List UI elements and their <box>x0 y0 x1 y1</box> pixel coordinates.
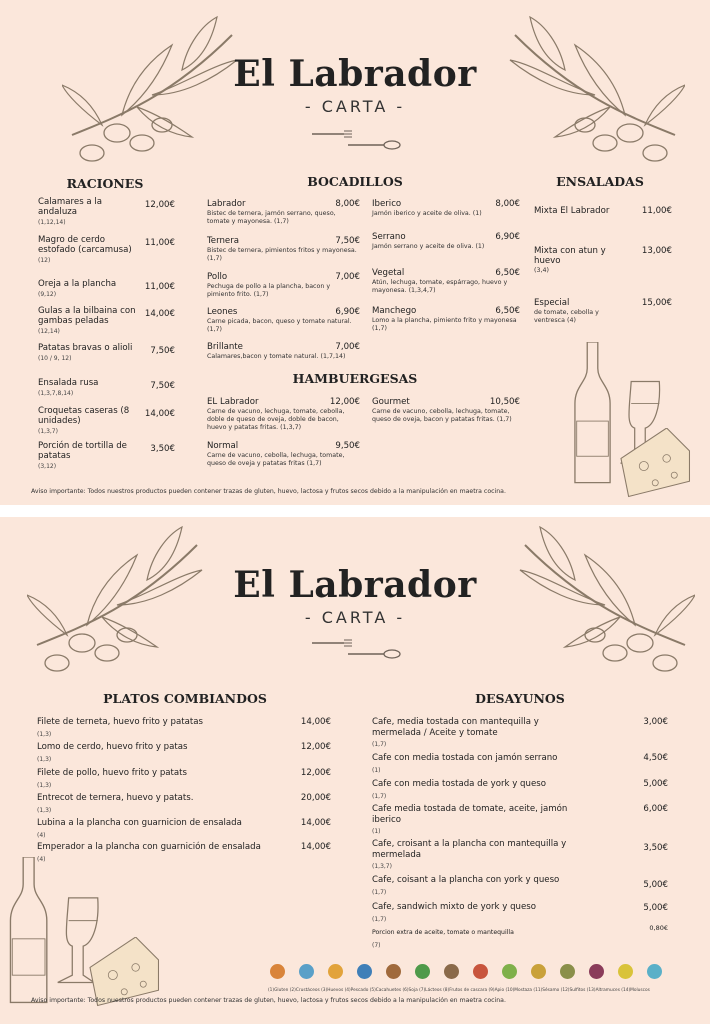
item-price: 20,00€ <box>300 793 331 803</box>
item-allergens: (1,7) <box>372 915 387 923</box>
item-price: 14,00€ <box>144 409 175 419</box>
allergen-icon <box>560 964 575 979</box>
raciones-item <box>38 441 138 472</box>
allergen-notice: Aviso importante: Todos nuestros productos pueden contener trazas de gluten, huevo, lactosa y frutos secos debido a la manipulación en maetra cocina. <box>31 488 506 495</box>
item-allergens: (1,3,7) <box>38 428 58 435</box>
item-description: Lomo a la plancha, pimiento frito y mayonesa (1,7) <box>372 317 517 332</box>
item-description: Atún, lechuga, tomate, espárrago, huevo y mayonesa. (1,3,4,7) <box>372 279 508 294</box>
item-name: Ensalada rusa <box>38 378 99 388</box>
item-price: 7,00€ <box>335 272 360 282</box>
item-description: Carne de vacuno, cebolla, lechuga, tomate, queso de oveja y patatas fritas (1,7) <box>207 452 345 467</box>
item-name: Brillante <box>207 342 243 352</box>
raciones-item <box>38 306 138 337</box>
menu-subtitle: - CARTA - <box>304 97 406 116</box>
item-allergens: (1,3) <box>37 806 52 814</box>
item-price: 14,00€ <box>300 818 331 828</box>
desayuno-item <box>372 839 587 873</box>
allergen-icon <box>647 964 662 979</box>
raciones-item <box>38 279 138 300</box>
raciones-item <box>38 406 138 437</box>
allergen-icon <box>386 964 401 979</box>
item-price: 13,00€ <box>641 246 672 256</box>
allergen-icon <box>618 964 633 979</box>
platos-combinados-title: PLATOS COMBIANDOS <box>103 691 267 706</box>
item-allergens: (12,14) <box>38 328 60 335</box>
allergen-icon <box>502 964 517 979</box>
item-allergens: (1) <box>372 828 381 835</box>
item-allergens: (10 / 9, 12) <box>38 355 72 362</box>
allergen-icon <box>531 964 546 979</box>
hamburguesas-title: HAMBUERGESAS <box>292 371 418 386</box>
item-description: Carne de vacuno, cebolla, lechuga, tomate, queso de oveja, bacon y patatas fritas. (1,7) <box>372 408 512 423</box>
restaurant-title: El Labrador <box>233 53 477 95</box>
item-name: Labrador <box>207 199 246 209</box>
item-allergens: (3,12) <box>38 463 57 470</box>
menu-page-1 <box>0 0 710 505</box>
raciones-item <box>38 378 138 399</box>
desayuno-item <box>372 804 587 838</box>
item-description: Carne picada, bacon, queso y tomate natural. (1,7) <box>207 318 352 333</box>
item-price: 5,00€ <box>643 779 668 789</box>
item-allergens: (1,7) <box>372 888 387 896</box>
item-price: 14,00€ <box>300 717 331 727</box>
item-name: Croquetas caseras (8 unidades) <box>38 406 130 426</box>
item-price: 4,50€ <box>643 753 668 763</box>
item-name: EL Labrador <box>207 397 259 407</box>
item-name: Cafe con media tostada de york y queso <box>372 779 546 789</box>
desayuno-item <box>372 928 587 951</box>
item-allergens: de tomate, cebolla y ventresca (4) <box>534 309 599 324</box>
item-name: Leones <box>207 307 238 317</box>
item-name: Emperador a la plancha con guarnición de ensalada <box>37 842 261 852</box>
item-description: Carne de vacuno, lechuga, tomate, cebolla, doble de queso de oveja, doble de bacon, huevo y patatas fritas. (1,3,7) <box>207 408 345 431</box>
item-description: Calamares,bacon y tomate natural. (1,7,14) <box>207 353 346 360</box>
ensaladas-title: ENSALADAS <box>556 174 644 189</box>
item-name: Gulas a la bilbaina con gambas peladas <box>38 306 136 326</box>
desayuno-item <box>372 875 587 898</box>
item-description: Bistec de ternera, pimientos fritos y mayonesa. (1,7) <box>207 247 357 262</box>
item-price: 7,50€ <box>150 381 175 391</box>
item-description: Pechuga de pollo a la plancha, bacon y pimiento frito. (1,7) <box>207 283 331 298</box>
desayuno-item <box>372 753 587 776</box>
item-name: Serrano <box>372 232 406 242</box>
item-allergens: (1) <box>372 766 381 774</box>
item-price: 12,00€ <box>144 200 175 210</box>
raciones-item <box>38 343 138 364</box>
raciones-item <box>38 197 138 228</box>
item-price: 11,00€ <box>144 282 175 292</box>
item-price: 12,00€ <box>329 397 360 407</box>
desayuno-item <box>372 717 587 751</box>
item-price: 7,50€ <box>150 346 175 356</box>
item-price: 11,00€ <box>641 206 672 216</box>
item-price: 6,50€ <box>495 306 520 316</box>
item-name: Cafe, croisant a la plancha con mantequilla y mermelada <box>372 839 567 860</box>
item-name: Mixta El Labrador <box>534 206 610 216</box>
item-allergens: (1,7) <box>372 792 387 800</box>
item-allergens: (1,3,7,8,14) <box>38 390 74 397</box>
item-price: 12,00€ <box>300 768 331 778</box>
item-name: Mixta con atun y huevo <box>534 246 606 266</box>
item-name: Entrecot de ternera, huevo y patats. <box>37 793 194 803</box>
item-price: 8,00€ <box>495 199 520 209</box>
ensalada-item <box>534 246 619 275</box>
item-name: Cafe, media tostada con mantequilla y mermelada / Aceite y tomate <box>372 717 539 738</box>
allergen-icon <box>415 964 430 979</box>
item-name: Filete de pollo, huevo frito y patats <box>37 768 188 778</box>
item-description: Jamón iberico y aceite de oliva. (1) <box>372 210 482 217</box>
item-price: 3,50€ <box>643 843 668 853</box>
item-allergens: (12) <box>38 257 51 264</box>
item-name: Lubina a la plancha con guarnicion de ensalada <box>37 818 242 828</box>
allergen-icon <box>589 964 604 979</box>
item-price: 6,00€ <box>643 804 668 814</box>
raciones-item <box>38 235 138 266</box>
allergen-icon <box>299 964 314 979</box>
item-description: Jamón serrano y aceite de oliva. (1) <box>372 243 485 250</box>
allergen-notice: Aviso importante: Todos nuestros productos pueden contener trazas de gluten, huevo, lactosa y frutos secos debido a la manipulación en maetra cocina. <box>31 997 506 1004</box>
item-allergens: (1,3,7) <box>372 863 392 870</box>
allergen-icon <box>357 964 372 979</box>
cutlery-icon <box>308 128 403 150</box>
item-allergens: (1,3) <box>37 781 52 789</box>
restaurant-title: El Labrador <box>233 564 477 606</box>
plato-item <box>37 818 292 841</box>
desayuno-item <box>372 779 587 802</box>
allergen-icon <box>444 964 459 979</box>
item-name: Vegetal <box>372 268 405 278</box>
menu-subtitle: - CARTA - <box>304 608 406 627</box>
allergen-legend: (1)Gluten (2)Crustáceos (3)Huevos (4)Pescado (5)Cacahuetes (6)Soja (7)Lácteos (8)Frutos de cascara (9)Apio (10)Mostaza (11)Sésamo (12)Sulfitos (13)Altramuces (14)Moluscos <box>268 988 650 993</box>
item-name: Cafe, coisant a la plancha con york y queso <box>372 875 560 885</box>
desayuno-item <box>372 902 587 925</box>
item-allergens: (9,12) <box>38 291 57 298</box>
item-price: 10,50€ <box>489 397 520 407</box>
plato-item <box>37 768 292 791</box>
plato-item <box>37 742 292 765</box>
item-name: Especial <box>534 298 570 308</box>
item-name: Iberico <box>372 199 402 209</box>
item-price: 7,00€ <box>335 342 360 352</box>
cheese-icon <box>610 428 702 498</box>
item-allergens: (4) <box>37 855 46 863</box>
item-price: 3,50€ <box>150 444 175 454</box>
item-price: 3,00€ <box>643 717 668 727</box>
cutlery-icon <box>308 637 403 659</box>
item-price: 6,50€ <box>495 268 520 278</box>
allergen-icon <box>473 964 488 979</box>
item-price: 14,00€ <box>144 309 175 319</box>
item-name: Cafe con media tostada con jamón serrano <box>372 753 558 763</box>
item-price: 6,90€ <box>495 232 520 242</box>
item-price: 12,00€ <box>300 742 331 752</box>
item-price: 7,50€ <box>335 236 360 246</box>
item-price: 8,00€ <box>335 199 360 209</box>
item-name: Magro de cerdo estofado (carcamusa) <box>38 235 132 255</box>
menu-page-2 <box>0 517 710 1024</box>
item-price: 6,90€ <box>335 307 360 317</box>
allergen-icon <box>328 964 343 979</box>
raciones-title: RACIONES <box>66 176 144 191</box>
item-price: 15,00€ <box>641 298 672 308</box>
item-price: 14,00€ <box>300 842 331 852</box>
item-price: 5,00€ <box>643 903 668 913</box>
item-name: Calamares a la andaluza <box>38 197 103 217</box>
item-name: Lomo de cerdo, huevo frito y patas <box>37 742 188 752</box>
item-allergens: (1,3) <box>37 755 52 763</box>
item-name: Oreja a la plancha <box>38 279 117 289</box>
item-name: Porcion extra de aceite, tomate o mantequilla <box>372 929 514 936</box>
item-description: Bistec de ternera, jamón serrano, queso, tomate y mayonesa. (1,7) <box>207 210 336 225</box>
plato-item <box>37 717 292 740</box>
item-allergens: (4) <box>37 831 46 839</box>
plato-item <box>37 793 292 816</box>
item-name: Ternera <box>207 236 239 246</box>
allergen-icons-row <box>268 964 688 990</box>
desayunos-title: DESAYUNOS <box>475 691 565 706</box>
item-name: Normal <box>207 441 239 451</box>
item-allergens: (1,12,14) <box>38 219 66 226</box>
item-name: Porción de tortilla de patatas <box>38 441 127 461</box>
item-price: 9,50€ <box>335 441 360 451</box>
item-allergens: (3,4) <box>534 267 549 274</box>
item-name: Pollo <box>207 272 228 282</box>
item-name: Gourmet <box>372 397 410 407</box>
item-name: Manchego <box>372 306 417 316</box>
item-name: Cafe media tostada de tomate, aceite, jamón iberico <box>372 804 568 825</box>
item-price: 5,00€ <box>643 880 668 890</box>
item-price: 0,80€ <box>649 924 668 932</box>
item-allergens: (7) <box>372 941 381 949</box>
item-name: Filete de terneta, huevo frito y patatas <box>37 717 203 727</box>
bocadillos-title: BOCADILLOS <box>307 174 403 189</box>
allergen-icon <box>270 964 285 979</box>
item-allergens: (1,3) <box>37 730 52 738</box>
ensalada-item <box>534 298 624 325</box>
item-name: Cafe, sandwich mixto de york y queso <box>372 902 537 912</box>
item-price: 11,00€ <box>144 238 175 248</box>
item-name: Patatas bravas o alioli <box>38 343 133 353</box>
item-allergens: (1,7) <box>372 741 387 748</box>
